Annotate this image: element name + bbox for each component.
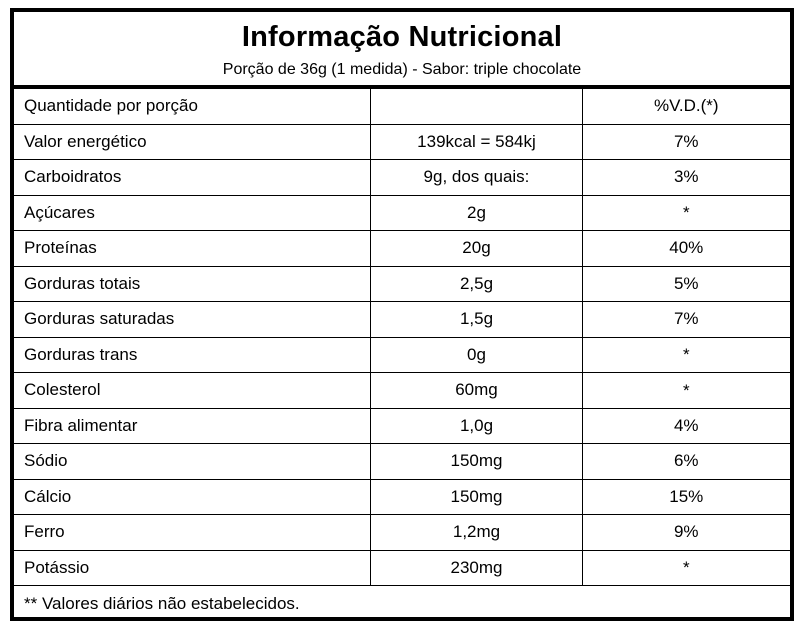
- nutrient-dv: 4%: [582, 408, 790, 444]
- nutrient-quantity: 150mg: [371, 444, 582, 480]
- serving-subtitle: Porção de 36g (1 medida) - Sabor: triple chocolate: [222, 60, 582, 78]
- nutrient-quantity: 1,5g: [371, 302, 582, 338]
- footnote-row: [14, 586, 790, 623]
- nutrient-name: Gorduras trans: [14, 337, 371, 373]
- table-row: [14, 373, 790, 409]
- nutrient-dv: 9%: [582, 515, 790, 551]
- nutrient-name: Cálcio: [14, 479, 371, 515]
- nutrient-name: Valor energético: [14, 124, 371, 160]
- footnote-text: ** Valores diários não estabelecidos.: [24, 594, 300, 614]
- column-header-dv: %V.D.(*): [582, 89, 790, 124]
- nutrient-dv: 40%: [582, 231, 790, 267]
- nutrient-name: Sódio: [14, 444, 371, 480]
- column-header-name: Quantidade por porção: [14, 89, 371, 124]
- nutrient-quantity: 20g: [371, 231, 582, 267]
- nutrient-dv: *: [582, 550, 790, 586]
- nutrient-quantity: 9g, dos quais:: [371, 160, 582, 196]
- table-row: [14, 195, 790, 231]
- table-row: [14, 302, 790, 338]
- nutrition-table: [14, 89, 790, 622]
- nutrient-quantity: 2g: [371, 195, 582, 231]
- nutrient-name: Colesterol: [14, 373, 371, 409]
- nutrient-quantity: 139kcal = 584kj: [371, 124, 582, 160]
- table-row: [14, 266, 790, 302]
- nutrient-name: Açúcares: [14, 195, 371, 231]
- nutrient-name: Potássio: [14, 550, 371, 586]
- page-title: Informação Nutricional: [241, 21, 563, 53]
- nutrient-quantity: 60mg: [371, 373, 582, 409]
- nutrient-dv: *: [582, 337, 790, 373]
- nutrient-name: Gorduras totais: [14, 266, 371, 302]
- table-row: [14, 408, 790, 444]
- nutrient-quantity: 1,2mg: [371, 515, 582, 551]
- nutrient-dv: 7%: [582, 124, 790, 160]
- nutrient-name: Fibra alimentar: [14, 408, 371, 444]
- table-row: [14, 515, 790, 551]
- table-row: [14, 231, 790, 267]
- nutrient-quantity: 150mg: [371, 479, 582, 515]
- nutrient-name: Ferro: [14, 515, 371, 551]
- table-row: [14, 479, 790, 515]
- table-row: [14, 550, 790, 586]
- nutrient-dv: 6%: [582, 444, 790, 480]
- table-row: [14, 337, 790, 373]
- nutrient-quantity: 2,5g: [371, 266, 582, 302]
- nutrient-dv: *: [582, 195, 790, 231]
- nutrient-name: Proteínas: [14, 231, 371, 267]
- label-header: [14, 12, 790, 89]
- table-row: [14, 124, 790, 160]
- nutrient-dv: 5%: [582, 266, 790, 302]
- column-header-quantity: [371, 89, 582, 124]
- nutrient-quantity: 1,0g: [371, 408, 582, 444]
- table-header-row: [14, 89, 790, 124]
- nutrient-dv: 7%: [582, 302, 790, 338]
- nutrient-name: Gorduras saturadas: [14, 302, 371, 338]
- nutrient-name: Carboidratos: [14, 160, 371, 196]
- table-row: [14, 444, 790, 480]
- nutrient-dv: *: [582, 373, 790, 409]
- nutrient-dv: 15%: [582, 479, 790, 515]
- table-row: [14, 160, 790, 196]
- nutrient-dv: 3%: [582, 160, 790, 196]
- nutrient-quantity: 0g: [371, 337, 582, 373]
- nutrition-facts-panel: [10, 8, 794, 621]
- nutrient-quantity: 230mg: [371, 550, 582, 586]
